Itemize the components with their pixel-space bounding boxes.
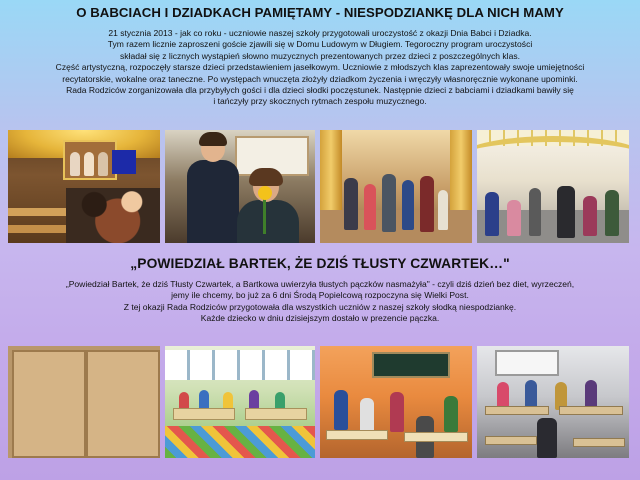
section2-line: „Powiedział Bartek, że dziś Tłusty Czwartek, a Bartkowa uwierzyła tłustych pączków nasmażyła" - czyli dziś dzień bez diet, wyrzeczeń,	[65, 279, 575, 289]
section1-line: Tym razem licznie zaproszeni goście zjawili się w Domu Ludowym w Długiem. Tegoroczny program uroczystości	[107, 39, 533, 50]
section1-line: i tańczyły przy skocznych rytmach zespołu muzycznego.	[213, 96, 427, 107]
section2-title: „POWIEDZIAŁ BARTEK, ŻE DZIŚ TŁUSTY CZWARTEK…"	[130, 256, 510, 271]
section2-line: Każde dziecko w dniu dzisiejszym dostało w prezencie pączka.	[200, 313, 440, 324]
section1-line: Rada Rodziców zorganizowała dla przybyłych gości i dla dzieci słodki poczęstunek. Następnie dzieci z babciami i dziadkami bawiły się	[66, 85, 574, 96]
photo-classroom-orange	[320, 346, 472, 458]
photo-kids-at-tables	[165, 346, 315, 458]
photo-dancing-hall	[477, 130, 629, 243]
section1-line: 21 stycznia 2013 - jak co roku - uczniowie naszej szkoły przygotowali uroczystość z okazji Dnia Babci i Dziadka.	[108, 28, 532, 38]
section2-line: Z tej okazji Rada Rodziców przygotowała dla wszystkich uczniów z naszej szkoły słodką niespodziankę.	[123, 301, 517, 312]
photo-grandma-flower	[165, 130, 315, 243]
section2-line: jemy ile chcemy, bo już za 6 dni Środą Popielcową rozpoczyna się Wielki Post.	[171, 290, 469, 301]
section2-text	[2, 279, 638, 325]
photo-classroom-rows	[477, 346, 629, 458]
section1-title: O BABCIACH I DZIADKACH PAMIĘTAMY - NIESPODZIANKĘ DLA NICH MAMY	[76, 5, 564, 20]
photo-hall-guests	[320, 130, 472, 243]
photo-stage-performance	[8, 130, 160, 243]
section1-text	[2, 28, 638, 108]
section1-line: recytatorskie, wokalne oraz taneczne. Po występach wnuczęta złożyły dziadkom życzenia i wręczyły własnoręcznie wykonane upominki.	[62, 73, 578, 84]
photo-paczki-boxes	[8, 346, 160, 458]
section1-line: Część artystyczną, rozpoczęły starsze dzieci przedstawieniem jasełkowym. Uczniowie z młodszych klas zaprezentowały swoje umiejętności	[55, 62, 585, 73]
section1-line: składał się z licznych wystąpień słowno muzycznych prezentowanych przez dzieci z poszczególnych klas.	[120, 50, 520, 61]
